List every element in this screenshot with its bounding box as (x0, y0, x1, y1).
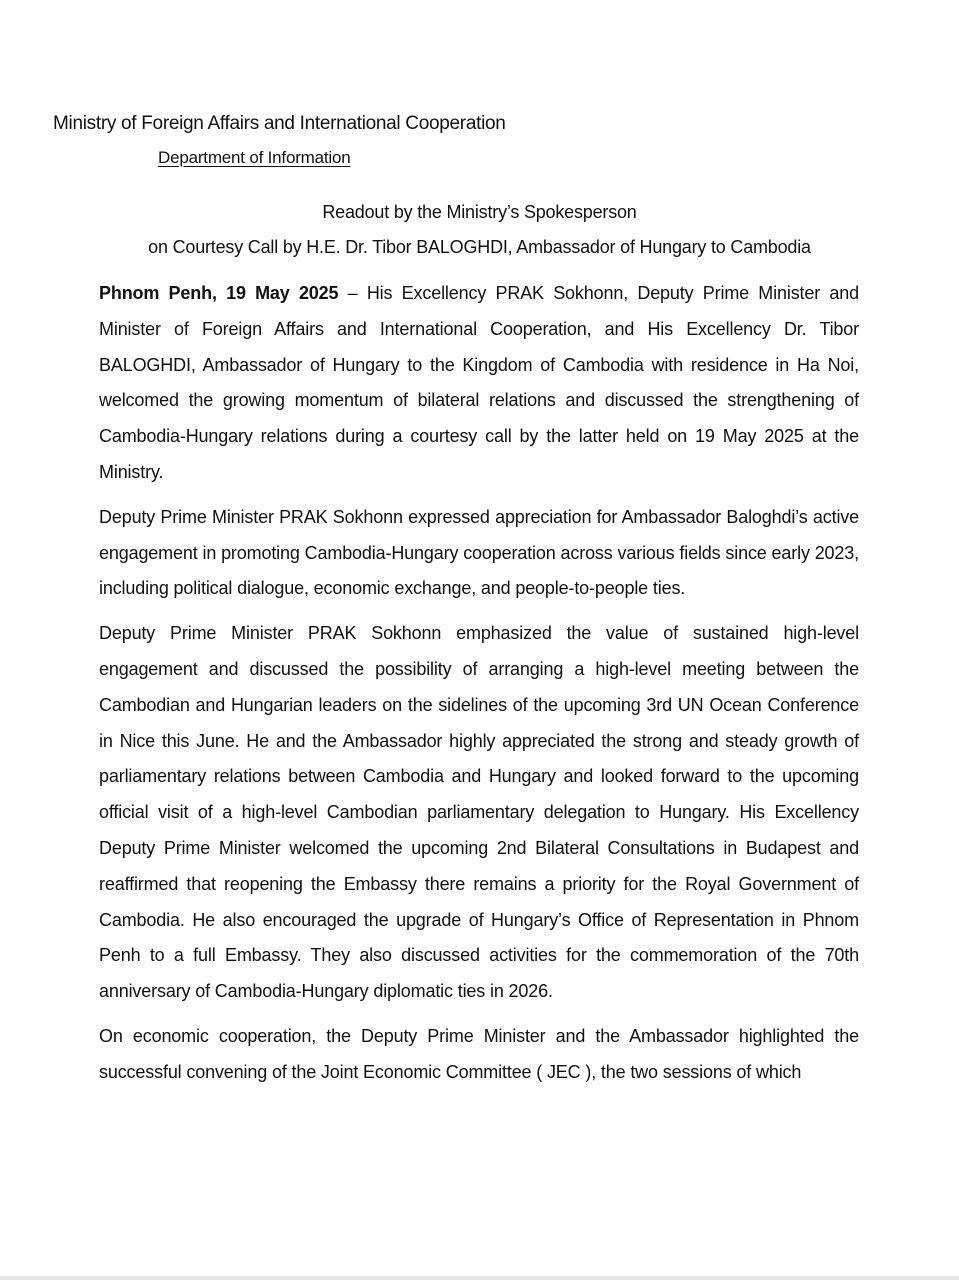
paragraph-1 (99, 276, 859, 491)
department-name: Department of Information (158, 148, 351, 167)
paragraph-2: Deputy Prime Minister PRAK Sokhonn expressed appreciation for Ambassador Baloghdi’s active engagement in promoting Cambodia-Hungary cooperation across various fields since early 2023, including political dialogue, economic exchange, and people-to-people ties. (99, 506, 859, 599)
paragraph-4: On economic cooperation, the Deputy Prime Minister and the Ambassador highlighted the successful convening of the Joint Economic Committee ( JEC ), the two sessions of which (99, 1025, 859, 1082)
dateline: Phnom Penh, 19 May 2025 (99, 283, 339, 303)
readout-subtitle: on Courtesy Call by H.E. Dr. Tibor BALOGHDI, Ambassador of Hungary to Cambodia (148, 237, 811, 257)
ministry-name: Ministry of Foreign Affairs and International Cooperation (53, 113, 506, 134)
readout-title: Readout by the Ministry’s Spokesperson (322, 202, 637, 222)
press-release-body (99, 276, 859, 1100)
paragraph-3: Deputy Prime Minister PRAK Sokhonn emphasized the value of sustained high-level engagement and discussed the possibility of arranging a high-level meeting between the Cambodian and Hungarian leaders on the sidelines of the upcoming 3rd UN Ocean Conference in Nice this June. He and the Ambassador highly appreciated the strong and steady growth of parliamentary relations between Cambodia and Hungary and looked forward to the upcoming official visit of a high-level Cambodian parliamentary delegation to Hungary. His Excellency Deputy Prime Minister welcomed the upcoming 2nd Bilateral Consultations in Budapest and reaffirmed that reopening the Embassy there remains a priority for the Royal Government of Cambodia. He also encouraged the upgrade of Hungary’s Office of Representation in Phnom Penh to a full Embassy. They also discussed activities for the commemoration of the 70th anniversary of Cambodia-Hungary diplomatic ties in 2026. (99, 623, 859, 1002)
page-bottom-edge (0, 1276, 959, 1280)
paragraph-1-text: – His Excellency PRAK Sokhonn, Deputy Prime Minister and Minister of Foreign Affairs and International Cooperation, and His Excellency Dr. Tibor BALOGHDI, Ambassador of Hungary to the Kingdom of Cambodia with residence in Ha Noi, welcomed the growing momentum of bilateral relations and discussed the strengthening of Cambodia-Hungary relations during a courtesy call by the latter held on 19 May 2025 at the Ministry. (99, 283, 859, 482)
